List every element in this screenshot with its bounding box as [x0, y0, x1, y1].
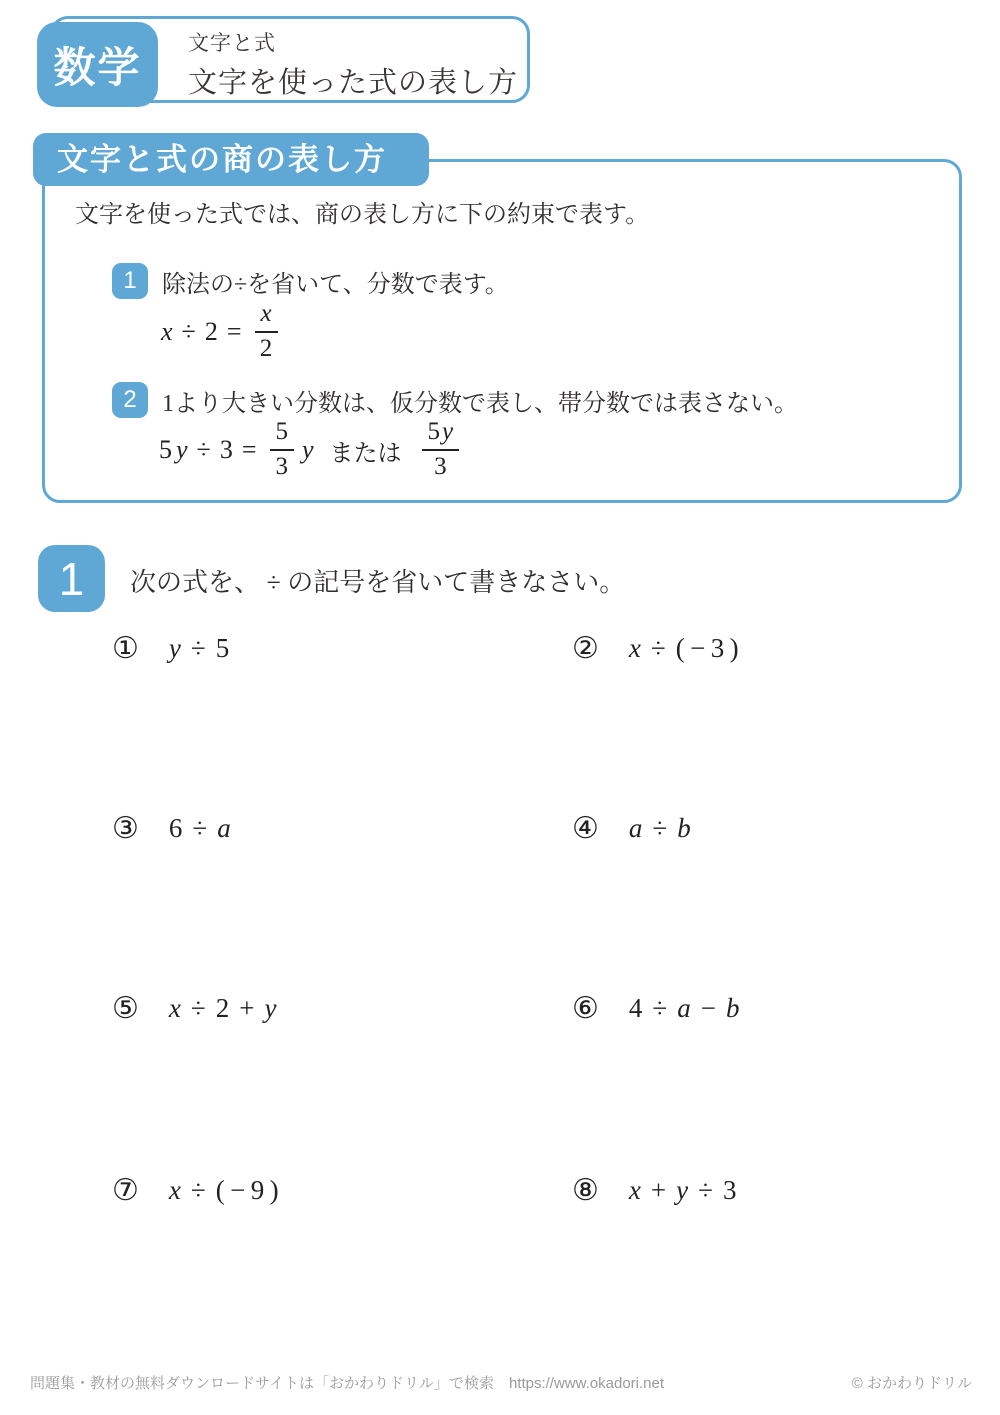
intro-text: 文字を使った式では、商の表し方に下の約束で表す。 — [75, 202, 650, 228]
rule-formula-2: 5 y ÷ 3 = $\frac{5}{3}$ y または 5 y 3 — [157, 418, 465, 482]
footer-copyright: © おかわりドリル — [851, 1375, 972, 1392]
problem-item-2 — [572, 628, 741, 668]
item-marker: ③ — [112, 811, 139, 845]
footer-site-credit: 問題集・教材の無料ダウンロードサイトは「おかわりドリル」で検索 https://www.okadori.net — [30, 1375, 665, 1392]
rule-formula-1: x ÷ 2 = $\frac{x}{2}$ — [159, 300, 284, 364]
item-expression: 4 ÷ a − b — [628, 992, 740, 1023]
rule-row-1 — [112, 263, 509, 299]
item-marker: ④ — [572, 811, 599, 845]
section-heading: 文字と式の商の表し方 — [33, 133, 429, 186]
item-expression: y ÷ 5 — [168, 632, 230, 663]
problem-item-3 — [112, 808, 233, 848]
item-expression: x + y ÷ 3 — [628, 1174, 737, 1205]
item-marker: ② — [572, 631, 599, 665]
item-expression: x ÷ ( − 3 ) — [628, 632, 739, 663]
rule-text: 1より大きい分数は、仮分数で表し、帯分数では表さない。 — [162, 390, 798, 417]
explanation-box — [42, 159, 962, 503]
item-expression: 6 ÷ a — [168, 812, 231, 843]
item-marker: ⑦ — [112, 1173, 139, 1207]
subject-badge: 数学 — [37, 22, 158, 107]
problem-item-5 — [112, 988, 278, 1028]
problem-number-badge: 1 — [38, 545, 105, 612]
unit-label: 文字と式 — [188, 32, 276, 55]
item-expression: a ÷ b — [628, 812, 691, 843]
item-expression: x ÷ ( − 9 ) — [168, 1174, 279, 1205]
problem-item-4 — [572, 808, 693, 848]
problem-statement: 次の式を、 ÷ の記号を省いて書きなさい。 — [130, 568, 626, 597]
problem-item-6 — [572, 988, 741, 1028]
item-expression: x ÷ 2 + y — [168, 992, 277, 1023]
problem-item-8 — [572, 1170, 738, 1210]
problem-item-1 — [112, 628, 231, 668]
item-marker: ⑤ — [112, 991, 139, 1025]
page-title: 文字を使った式の表し方 — [188, 67, 519, 99]
rule-row-2 — [112, 382, 798, 418]
item-marker: ① — [112, 631, 139, 665]
item-marker: ⑥ — [572, 991, 599, 1025]
rule-number-badge: 1 — [112, 263, 148, 299]
item-marker: ⑧ — [572, 1173, 599, 1207]
problem-item-7 — [112, 1170, 281, 1210]
rule-number-badge: 2 — [112, 382, 148, 418]
rule-text: 除法の÷を省いて、分数で表す。 — [162, 271, 509, 298]
